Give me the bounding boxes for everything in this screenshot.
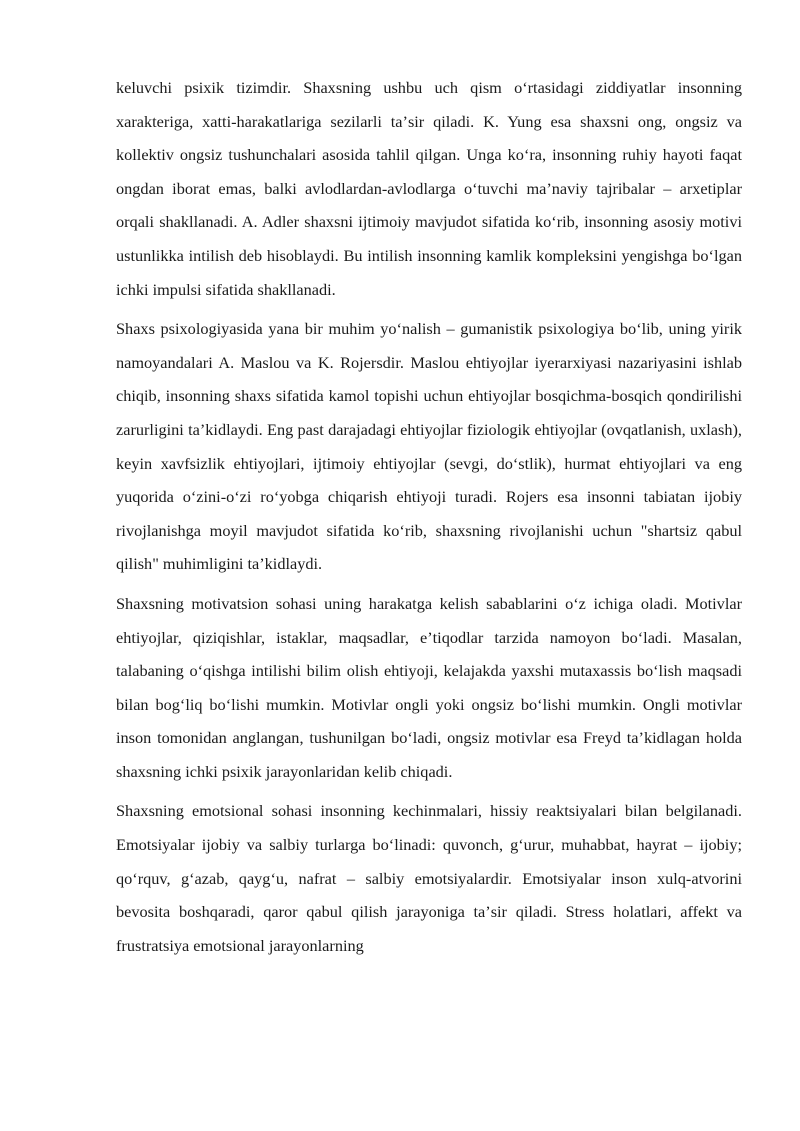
paragraph-humanistic-psychology: Shaxs psixologiyasida yana bir muhim yoʻnalish – gumanistik psixologiya boʻlib, uning yirik namoyandalari A. Maslou va K. Rojersdir. Maslou ehtiyojlar iyerarxiyasi nazariyasini ishlab chiqib, insonning shaxs sifatida kamol topishi uchun ehtiyojlar bosqichma-bosqich qondirilishi zarurligini taʼkidlaydi. Eng past darajadagi ehtiyojlar fiziologik ehtiyojlar (ovqatlanish, uxlash), keyin xavfsizlik ehtiyojlari, ijtimoiy ehtiyojlar (sevgi, doʻstlik), hurmat ehtiyojlari va eng yuqorida oʻzini-oʻzi roʻyobga chiqarish ehtiyoji turadi. Rojers esa insonni tabiatan ijobiy rivojlanishga moyil mavjudot sifatida koʻrib, shaxsning rivojlanishi uchun "shartsiz qabul qilish" muhimligini taʼkidlaydi. — [116, 319, 742, 574]
paragraph-emotional-sphere: Shaxsning emotsional sohasi insonning kechinmalari, hissiy reaktsiyalari bilan belgilanadi. Emotsiyalar ijobiy va salbiy turlarga boʻlinadi: quvonch, gʻurur, muhabbat, hayrat – ijobiy; qoʻrquv, gʻazab, qaygʻu, nafrat – salbiy emotsiyalardir. Emotsiyalar inson xulq-atvorini bevosita boshqaradi, qaror qabul qilish jarayoniga taʼsir qiladi. Stress holatlari, affekt va frustratsiya emotsional jarayonlarning — [116, 801, 742, 955]
document-page — [116, 71, 742, 968]
paragraph-motivational-sphere: Shaxsning motivatsion sohasi uning harakatga kelish sabablarini oʻz ichiga oladi. Motivlar ehtiyojlar, qiziqishlar, istaklar, maqsadlar, eʼtiqodlar tarzida namoyon boʻladi. Masalan, talabaning oʻqishga intilishi bilim olish ehtiyoji, kelajakda yaxshi mutaxassis boʻlish maqsadi bilan bogʻliq boʻlishi mumkin. Motivlar ongli yoki ongsiz boʻlishi mumkin. Ongli motivlar inson tomonidan anglangan, tushunilgan boʻladi, ongsiz motivlar esa Freyd taʼkidlagan holda shaxsning ichki psixik jarayonlaridan kelib chiqadi. — [116, 593, 742, 781]
paragraph-psychoanalysis: keluvchi psixik tizimdir. Shaxsning ushbu uch qism oʻrtasidagi ziddiyatlar insonning xarakteriga, xatti-harakatlariga sezilarli taʼsir qiladi. K. Yung esa shaxsni ong, ongsiz va kollektiv ongsiz tushunchalari asosida tahlil qilgan. Unga koʻra, insonning ruhiy hayoti faqat ongdan iborat emas, balki avlodlardan-avlodlarga oʻtuvchi maʼnaviy tajribalar – arxetiplar orqali shakllanadi. A. Adler shaxsni ijtimoiy mavjudot sifatida koʻrib, insonning asosiy motivi ustunlikka intilish deb hisoblaydi. Bu intilish insonning kamlik kompleksini yengishga boʻlgan ichki impulsi sifatida shakllanadi. — [116, 78, 742, 299]
